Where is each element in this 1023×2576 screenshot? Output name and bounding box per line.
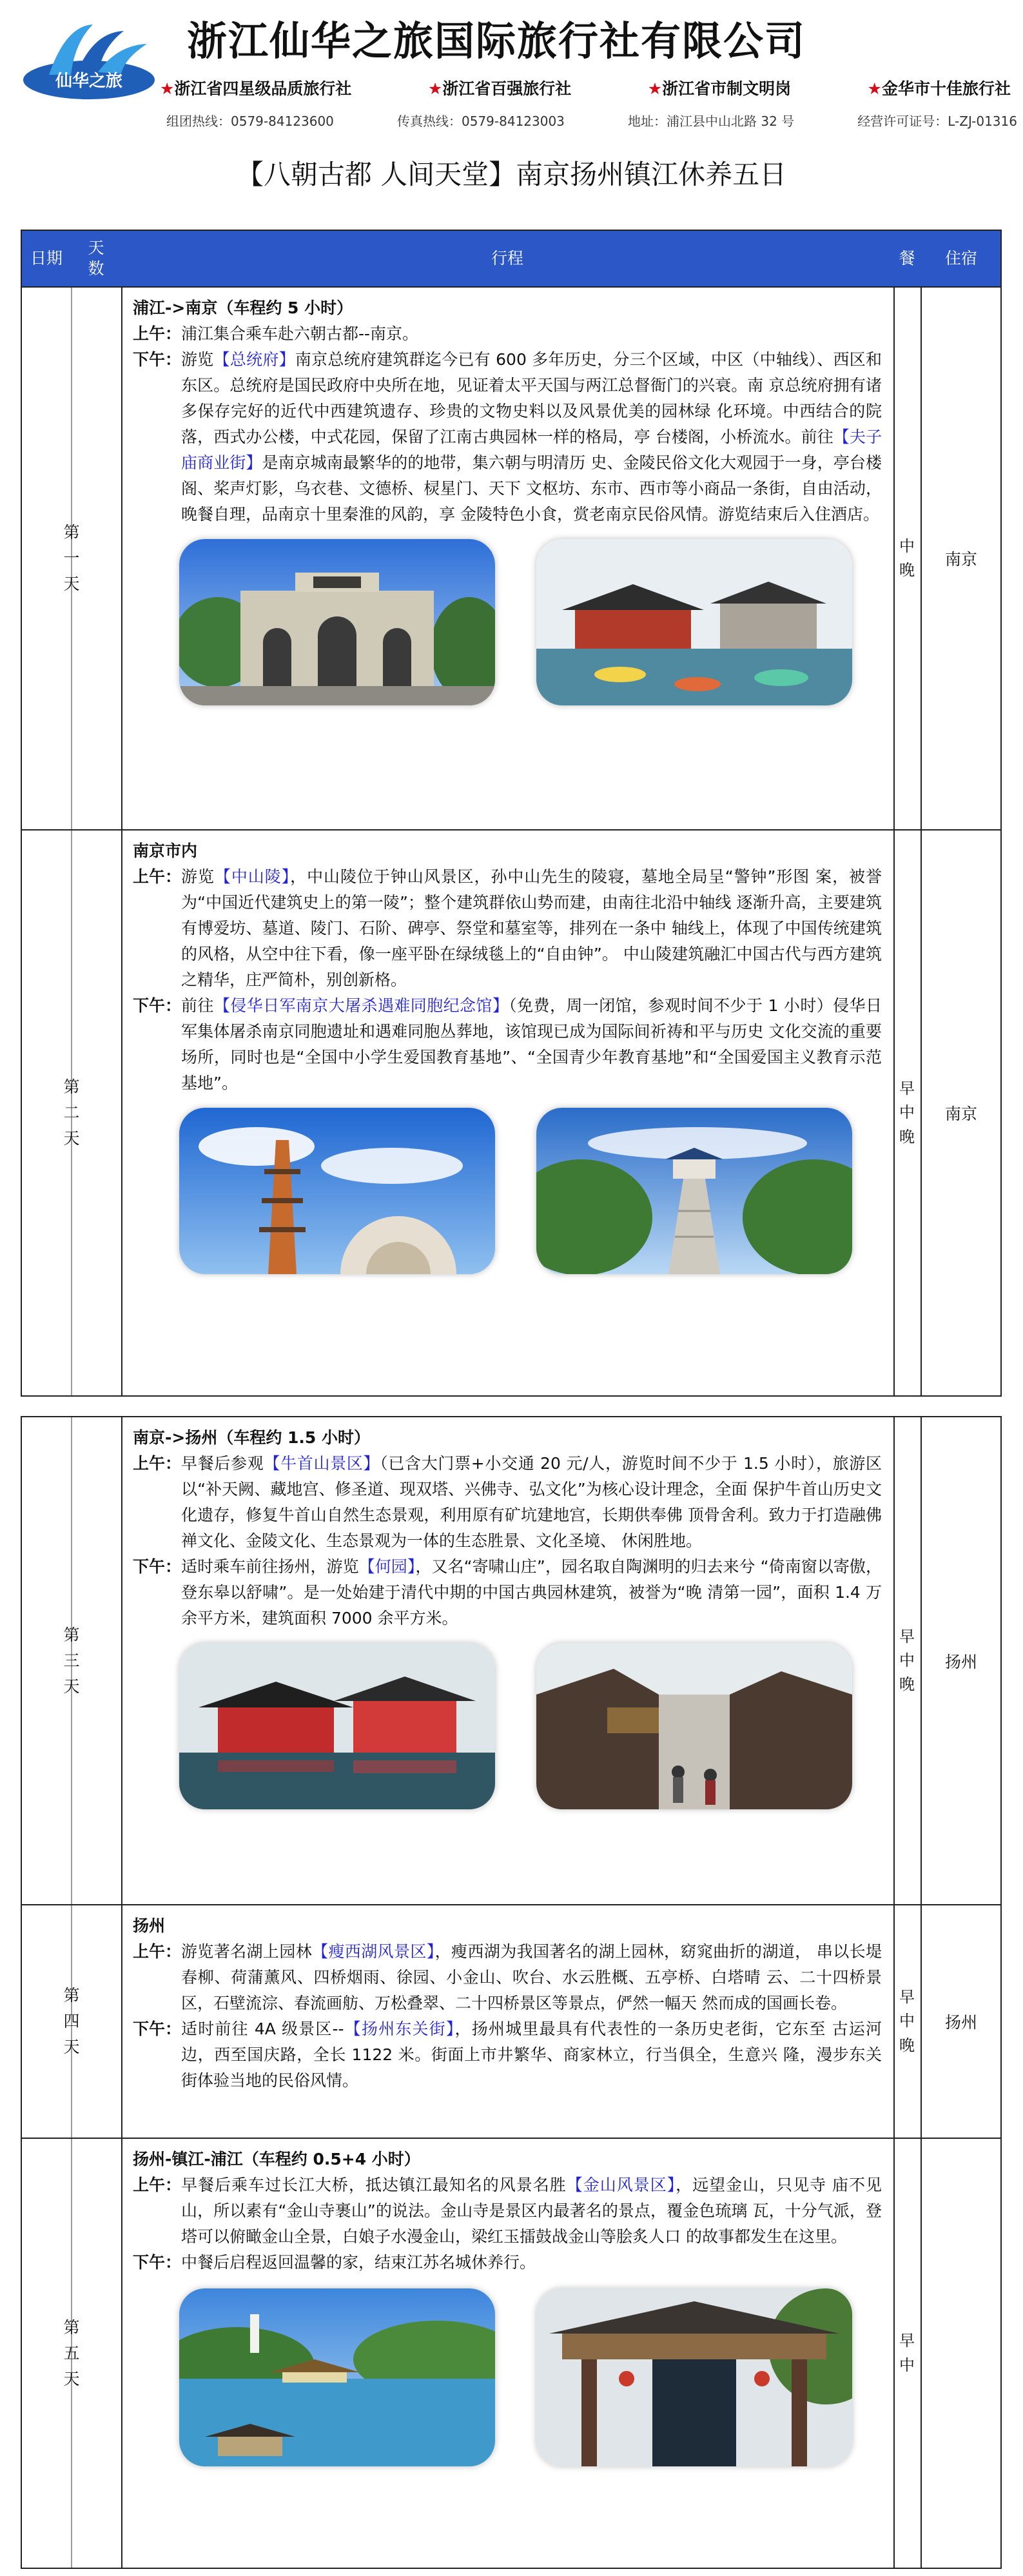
star-icon: ★ xyxy=(160,79,175,98)
day-row xyxy=(22,1904,1000,2138)
meals: 早中晚 xyxy=(899,1079,915,1146)
he-garden-photo xyxy=(179,1643,495,1809)
attraction-link: 【夫子庙商业街】 xyxy=(181,428,882,472)
segment-morning: 上午： 游览【中山陵】，中山陵位于钟山风景区，孙中山先生的陵寝，墓地全局呈“警钟”形图 案，被誉为“中国近代建筑史上的第一陵”；整个建筑群依山势而建，由南往北沿中轴线 逐渐升高，主要建筑有博爱坊、墓道、陵门、石阶、碑亭、祭堂和墓室等，排列在一条中 轴线上，体现了中国传统建筑的风格，从空中往下看，像一座平卧在绿绒毯上的“自由钟”。 中山陵建筑融汇中国古代与西方建筑之精华，庄严简朴，别创新格。 xyxy=(133,867,882,989)
day-itinerary xyxy=(133,295,882,705)
attraction-link: 【中山陵】 xyxy=(214,867,291,886)
lodging xyxy=(921,2139,1002,2568)
attraction-link: 【瘦西湖风景区】 xyxy=(312,1942,435,1961)
day-row xyxy=(22,1417,1000,1904)
meals: 早中晚 xyxy=(899,1988,915,2054)
attraction-link: 【总统府】 xyxy=(213,350,295,369)
route: 南京->扬州（车程约 1.5 小时） xyxy=(133,1428,371,1447)
day-label: 第三天 xyxy=(63,1625,80,1696)
attraction-link: 【金山风景区】 xyxy=(566,2176,676,2194)
itinerary-table-part-2 xyxy=(21,1416,1002,2569)
trip-title: 【八朝古都 人间天堂】南京扬州镇江休养五日 xyxy=(236,159,787,190)
segment-afternoon: 下午： 适时乘车前往扬州，游览【何园】，又名“寄啸山庄”，园名取自陶渊明的归去来兮 “倚南窗以寄傲，登东皋以舒啸”。是一处始建于清代中期的中国古典园林建筑，被誉为“晚 清第一园”，面积 1.4 万余平方米，建筑面积 7000 余平方米。 xyxy=(133,1557,882,1627)
route: 浦江->南京（车程约 5 小时） xyxy=(133,299,353,317)
day-row xyxy=(22,829,1000,1395)
attraction-link: 【牛首山景区】 xyxy=(264,1454,380,1473)
route: 扬州 xyxy=(133,1916,166,1935)
lodging: 扬州 xyxy=(944,1652,977,1671)
day-itinerary xyxy=(133,1425,882,1809)
jinshan-scenic-area-photo xyxy=(536,2288,852,2466)
license-number: 经营许可证号：L-ZJ-01316 xyxy=(857,113,1017,129)
honor-item: ★浙江省百强旅行社 xyxy=(427,79,572,98)
sun-yat-sen-mausoleum-photo xyxy=(536,1108,852,1274)
fax: 传真热线：0579-84123003 xyxy=(397,113,565,129)
segment-morning: 上午： 早餐后参观【牛首山景区】（已含大门票+小交通 20 元/人，游览时间不少于 1.5 小时），旅游区以“补天阙、藏地宫、修圣道、现双塔、兴佛寺、弘文化”为核心设计理念，全面 保护牛首山历史文化遗存，修复牛首山自然生态景观，利用原有矿坑建地宫，长期供奉佛 顶骨舍利。致力于打造融佛禅文化、金陵文化、生态景观为一体的生态胜景、文化圣境、 休闲胜地。 xyxy=(133,1454,882,1550)
table-header xyxy=(22,231,1000,286)
day-itinerary xyxy=(133,2147,882,2466)
header-meals: 餐 xyxy=(899,248,915,268)
pagoda-photo xyxy=(179,1108,495,1274)
presidential-palace-photo xyxy=(179,539,495,705)
address: 地址：浦江县中山北路 32 号 xyxy=(628,113,795,129)
meals: 早中晚 xyxy=(899,1627,915,1694)
hotline: 组团热线：0579-84123600 xyxy=(166,113,334,129)
lodging: 南京 xyxy=(944,1105,977,1123)
route: 扬州-镇江-浦江（车程约 0.5+4 小时） xyxy=(133,2150,420,2168)
attraction-link: 【扬州东关街】 xyxy=(344,2020,455,2038)
day-itinerary xyxy=(133,838,882,1274)
meals: 早中 xyxy=(899,2332,915,2374)
company-logo xyxy=(21,13,157,110)
day-label: 第四天 xyxy=(63,1986,80,2056)
segment-morning: 上午： 浦江集合乘车赴六朝古都--南京。 xyxy=(133,324,419,343)
itinerary-table-part-1 xyxy=(21,230,1002,1397)
honor-item: ★浙江省市制文明岗 xyxy=(647,79,792,98)
segment-afternoon: 下午： 适时前往 4A 级景区--【扬州东关街】，扬州城里最具有代表性的一条历史老街，它东至 古运河边，西至国庆路，全长 1122 米。街面上市井繁华、商家林立，行当俱全，生意兴 隆，漫步东关街体验当地的民俗风情。 xyxy=(133,2020,882,2090)
dongguan-street-photo xyxy=(536,1643,852,1809)
attraction-link: 【侵华日军南京大屠杀遇难同胞纪念馆】 xyxy=(213,996,509,1015)
day-row xyxy=(22,2138,1000,2568)
star-icon: ★ xyxy=(867,79,882,98)
star-icon: ★ xyxy=(647,79,663,98)
logo-text: 仙华之旅 xyxy=(55,72,123,91)
day-label: 第二天 xyxy=(63,1077,80,1148)
lodging: 扬州 xyxy=(944,2013,977,2032)
slender-west-lake-photo xyxy=(179,2288,495,2466)
contact-bar xyxy=(166,111,1017,130)
route: 南京市内 xyxy=(133,841,198,860)
segment-afternoon: 下午： 游览【总统府】南京总统府建筑群迄今已有 600 多年历史，分三个区域，中区（中轴线）、西区和东区。总统府是国民政府中央所在地，见证着太平天国与两江总督衙门的兴衰。南 京总统府拥有诸多保存完好的近代中西建筑遗存、珍贵的文物史料以及风景优美的园林绿 化环境。中西结合的院落，西式办公楼，中式花园，保留了江南古典园林一样的格局，亭 台楼阁，小桥流水。前往【夫子庙商业街】是南京城南最繁华的的地带，集六朝与明清历 史、金陵民俗文化大观园于一身，亭台楼阁、桨声灯影，乌衣巷、文德桥、棂星门、天下 文枢坊、东市、西市等小商品一条街，自由活动，晚餐自理，品南京十里秦淮的风韵，享 金陵特色小食，赏老南京民俗风情。游览结束后入住酒店。 xyxy=(133,350,882,524)
lodging: 南京 xyxy=(944,550,977,569)
segment-afternoon: 下午： 中餐后启程返回温馨的家，结束江苏名城休养行。 xyxy=(133,2253,536,2272)
segment-morning: 上午： 游览著名湖上园林【瘦西湖风景区】，瘦西湖为我国著名的湖上园林，窈窕曲折的湖道， 串以长堤春柳、荷蒲薰风、四桥烟雨、徐园、小金山、吹台、水云胜概、五亭桥、白塔晴 云、二十四桥景区，石壁流淙、春流画舫、万松叠翠、二十四桥景区等景点，俨然一幅天 然而成的国画长卷。 xyxy=(133,1942,882,2012)
header-lodging: 住宿 xyxy=(944,248,977,268)
day-itinerary xyxy=(133,1913,882,2094)
honors-bar xyxy=(160,76,1011,99)
segment-morning: 上午： 早餐后乘车过长江大桥，抵达镇江最知名的风景名胜【金山风景区】，远望金山，只见寺 庙不见山，所以素有“金山寺裹山”的说法。金山寺是景区内最著名的景点，覆金色琉璃 瓦，十分气派，登塔可以俯瞰金山全景，白娘子水漫金山，梁红玉擂鼓战金山等脍炙人口 的故事都发生在这里。 xyxy=(133,2176,882,2246)
attraction-link: 【何园】 xyxy=(358,1557,416,1576)
star-icon: ★ xyxy=(427,79,443,98)
header-date: 日期 xyxy=(30,248,63,268)
confucius-temple-photo xyxy=(536,539,852,705)
day-label: 第五天 xyxy=(63,2317,80,2388)
header-day-count: 天数 xyxy=(88,238,104,278)
header-itinerary: 行程 xyxy=(491,248,523,268)
day-row xyxy=(22,286,1000,829)
meals: 中晚 xyxy=(899,536,915,579)
honor-item: ★浙江省四星级品质旅行社 xyxy=(160,79,352,98)
company-name: 浙江仙华之旅国际旅行社有限公司 xyxy=(187,17,806,64)
honor-item: ★金华市十佳旅行社 xyxy=(867,79,1011,98)
segment-afternoon: 下午： 前往【侵华日军南京大屠杀遇难同胞纪念馆】（免费，周一闭馆，参观时间不少于 1 小时）侵华日军集体屠杀南京同胞遗址和遇难同胞丛葬地，该馆现已成为国际间祈祷和平与历史 文化交流的重要场所，同时也是“全国中小学生爱国教育基地”、“全国青少年教育基地”和“全国爱国主义教育示范基地”。 xyxy=(133,996,882,1092)
day-label: 第一天 xyxy=(63,523,80,593)
